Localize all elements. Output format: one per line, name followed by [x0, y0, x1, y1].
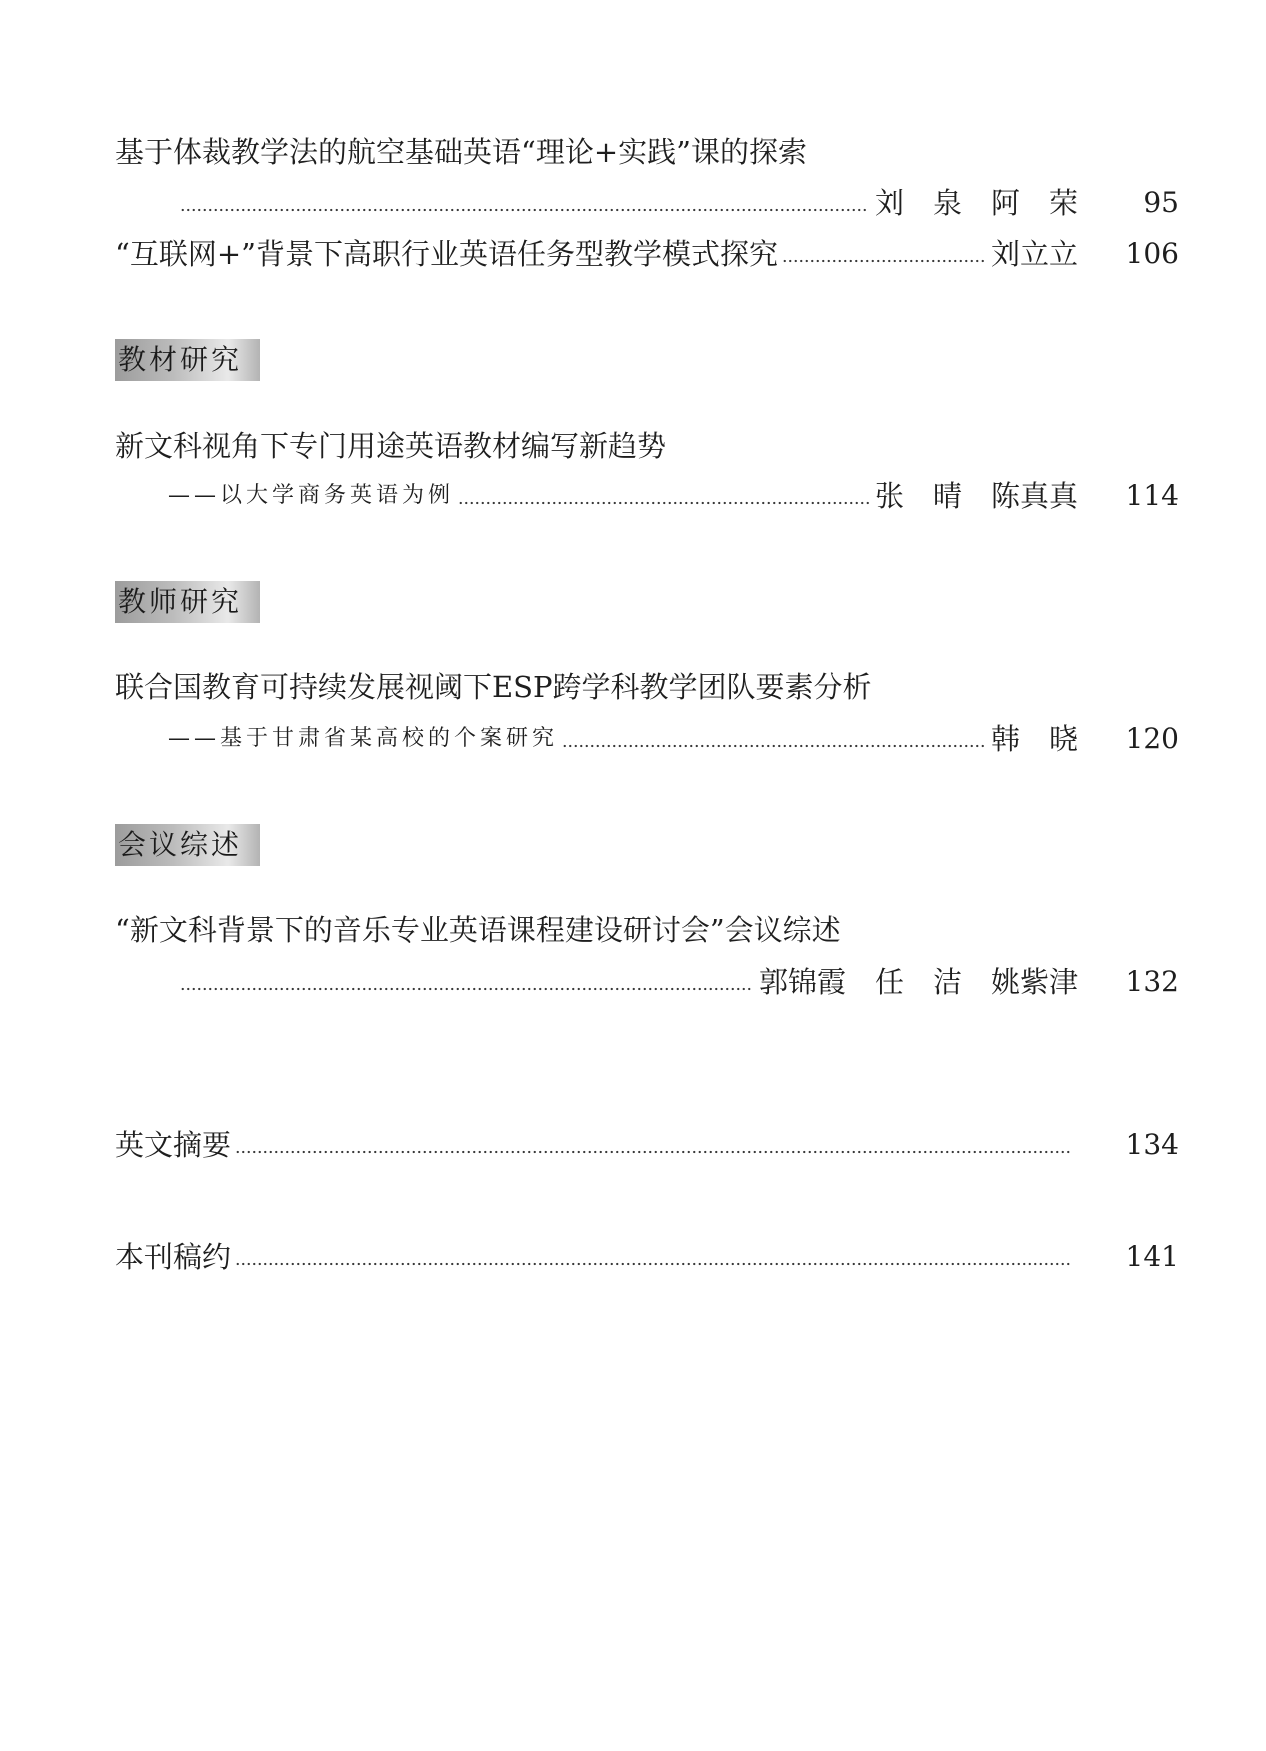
entry-title: 联合国教育可持续发展视阈下ESP跨学科教学团队要素分析 [115, 670, 872, 704]
toc-entry-subtitle-line [115, 721, 1179, 757]
entry-authors: 郭锦霞 任 洁 姚紫津 [758, 965, 1078, 999]
entry-subtitle: ——以大学商务英语为例 [168, 483, 455, 508]
entry-authors: 刘 泉 阿 荣 [874, 186, 1078, 220]
toc-entry-byline [115, 185, 1179, 221]
toc-entry-title [115, 669, 1179, 705]
entry-page-number: 114 [1125, 479, 1179, 512]
entry-page-number: 95 [1143, 186, 1179, 219]
dot-leader [458, 501, 869, 505]
dot-leader [235, 1150, 1072, 1154]
toc-entry-title [115, 912, 1179, 948]
entry-page-number: 106 [1125, 237, 1179, 270]
entry-authors: 刘立立 [990, 237, 1078, 271]
toc-entry-title [115, 428, 1179, 464]
back-matter-page-number: 141 [1125, 1240, 1179, 1273]
entry-title: 新文科视角下专门用途英语教材编写新趋势 [115, 429, 667, 463]
dot-leader [180, 208, 869, 212]
back-matter-page-number: 134 [1125, 1128, 1179, 1161]
entry-authors: 张 晴 陈真真 [874, 479, 1078, 513]
section-heading: 教材研究 [115, 339, 260, 381]
dot-leader [235, 1262, 1072, 1266]
entry-title: “互联网+”背景下高职行业英语任务型教学模式探究 [115, 237, 778, 271]
entry-title: “新文科背景下的音乐专业英语课程建设研讨会”会议综述 [115, 913, 841, 947]
toc-entry [115, 236, 1179, 272]
toc-back-matter-entry [115, 1127, 1179, 1163]
toc-entry-title [115, 134, 1179, 170]
dot-leader [782, 259, 985, 263]
toc-back-matter-entry [115, 1239, 1179, 1275]
toc-entry-byline [115, 964, 1179, 1000]
entry-authors: 韩 晓 [990, 722, 1078, 756]
back-matter-title: 本刊稿约 [115, 1240, 232, 1274]
back-matter-title: 英文摘要 [115, 1128, 232, 1162]
section-heading: 教师研究 [115, 581, 260, 623]
entry-page-number: 132 [1125, 965, 1179, 998]
dot-leader [562, 744, 985, 748]
section-heading: 会议综述 [115, 824, 260, 866]
toc-entry-subtitle-line [115, 478, 1179, 514]
entry-title: 基于体裁教学法的航空基础英语“理论+实践”课的探索 [115, 135, 807, 169]
entry-subtitle: ——基于甘肃省某高校的个案研究 [168, 726, 559, 751]
dot-leader [180, 987, 753, 991]
entry-page-number: 120 [1125, 722, 1179, 755]
